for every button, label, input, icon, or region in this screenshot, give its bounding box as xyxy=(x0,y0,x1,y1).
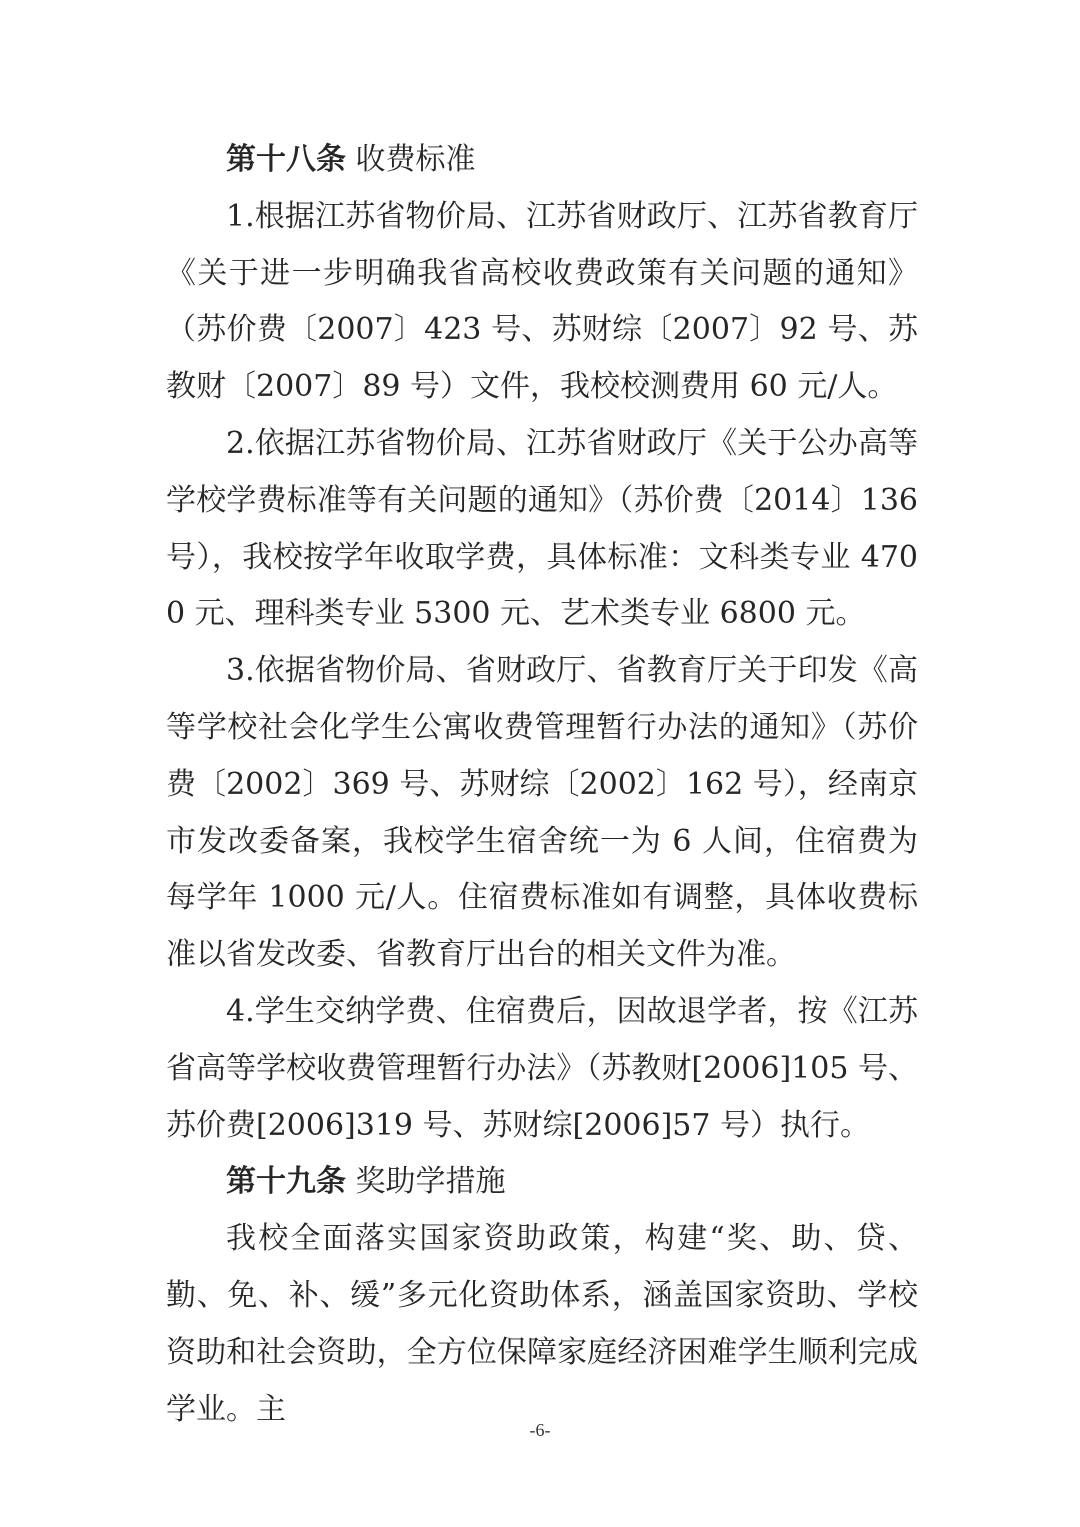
article-18-item-4: 4.学生交纳学费、住宿费后，因故退学者，按《江苏省高等学校收费管理暂行办法》（苏教财[2006]105 号、苏价费[2006]319 号、苏财综[2006]57 号）执行。 xyxy=(166,993,918,1143)
article-18-heading: 第十八条 xyxy=(226,142,346,177)
article-19-heading: 第十九条 xyxy=(226,1164,346,1200)
page-number: -6- xyxy=(529,1420,551,1440)
article-18-item-1: 1.根据江苏省物价局、江苏省财政厅、江苏省教育厅《关于进一步明确我省高校收费政策有关问题的通知》（苏价费〔2007〕423 号、苏财综〔2007〕92 号、苏教财〔2007〕89 号）文件，我校校测费用 60 元/人。 xyxy=(166,198,918,405)
document-body xyxy=(166,132,918,1438)
article-19-paragraph: 我校全面落实国家资助政策，构建“奖、助、贷、勤、免、补、缓”多元化资助体系，涵盖国家资助、学校资助和社会资助，全方位保障家庭经济困难学生顺利完成学业。主 xyxy=(166,1221,918,1427)
article-18-title: 收费标准 xyxy=(355,142,476,177)
article-19-header xyxy=(166,1154,918,1211)
article-19-title: 奖助学措施 xyxy=(355,1164,506,1200)
article-18-item-3: 3.依据省物价局、省财政厅、省教育厅关于印发《高等学校社会化学生公寓收费管理暂行办法的通知》（苏价费〔2002〕369 号、苏财综〔2002〕162 号），经南京市发改委备案，我校学生宿舍统一为 6 人间，住宿费为每学年 1000 元/人。住宿费标准如有调整，具体收费标准以省发改委、省教育厅出台的相关文件为准。 xyxy=(166,653,918,973)
article-18-item-2: 2.依据江苏省物价局、江苏省财政厅《关于公办高等学校学费标准等有关问题的通知》（苏价费〔2014〕136 号），我校按学年收取学费，具体标准：文科类专业 4700 元、理科类专业 5300 元、艺术类专业 6800 元。 xyxy=(166,425,918,632)
article-18-header xyxy=(166,132,918,189)
